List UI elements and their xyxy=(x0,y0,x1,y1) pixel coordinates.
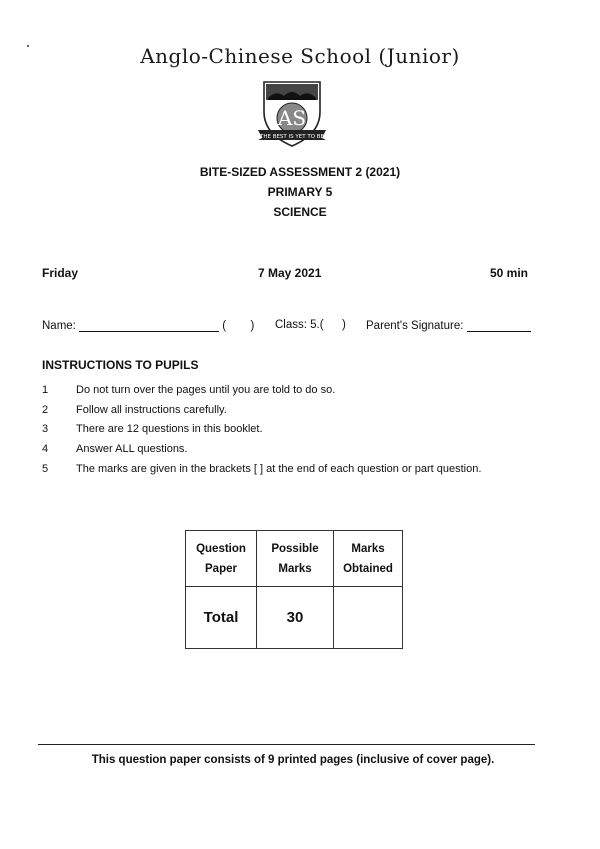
possible-marks-value: 30 xyxy=(257,587,334,649)
header-question-paper: Question Paper xyxy=(186,531,257,587)
total-label: Total xyxy=(186,587,257,649)
name-field[interactable] xyxy=(42,319,254,332)
footer-note: This question paper consists of 9 printed pages (inclusive of cover page). xyxy=(91,754,495,766)
class-paren-close: ) xyxy=(341,319,346,331)
level: PRIMARY 5 xyxy=(267,185,333,199)
marks-table xyxy=(185,530,403,649)
name-label: Name: xyxy=(42,320,76,332)
school-crest-logo xyxy=(256,78,328,150)
name-line[interactable] xyxy=(79,319,219,332)
class-field[interactable] xyxy=(275,319,346,331)
signature-label: Parent's Signature: xyxy=(366,320,464,332)
exam-day: Friday xyxy=(42,266,79,280)
subject: SCIENCE xyxy=(273,205,327,219)
header-possible-marks: Possible Marks xyxy=(257,531,334,587)
school-name: Anglo-Chinese School (Junior) xyxy=(140,44,460,68)
exam-date: 7 May 2021 xyxy=(258,266,322,280)
svg-text:THE BEST IS YET TO BE: THE BEST IS YET TO BE xyxy=(259,134,325,140)
assessment-title: BITE-SIZED ASSESSMENT 2 (2021) xyxy=(199,165,401,179)
class-label: Class: 5.( xyxy=(275,319,324,331)
instructions-title: INSTRUCTIONS TO PUPILS xyxy=(42,358,199,372)
footer-divider xyxy=(38,744,535,745)
register-paren-close: ) xyxy=(250,320,255,332)
signature-line[interactable] xyxy=(467,319,531,332)
register-paren-open: ( xyxy=(222,320,227,332)
table-header-row xyxy=(186,531,403,587)
exam-duration: 50 min xyxy=(490,266,529,280)
svg-text:AS: AS xyxy=(277,106,307,130)
signature-field[interactable] xyxy=(366,319,531,332)
marks-obtained-cell[interactable] xyxy=(334,587,403,649)
instruction-item: 5 The marks are given in the brackets [ ] at the end of each question or part question. xyxy=(42,463,482,475)
header-marks-obtained: Marks Obtained xyxy=(334,531,403,587)
table-total-row xyxy=(186,587,403,649)
instruction-item: 1 Do not turn over the pages until you are told to do so. xyxy=(42,384,336,396)
instruction-item: 3 There are 12 questions in this booklet. xyxy=(42,423,263,435)
instruction-item: 2 Follow all instructions carefully. xyxy=(42,404,227,416)
instruction-item: 4 Answer ALL questions. xyxy=(42,443,188,455)
